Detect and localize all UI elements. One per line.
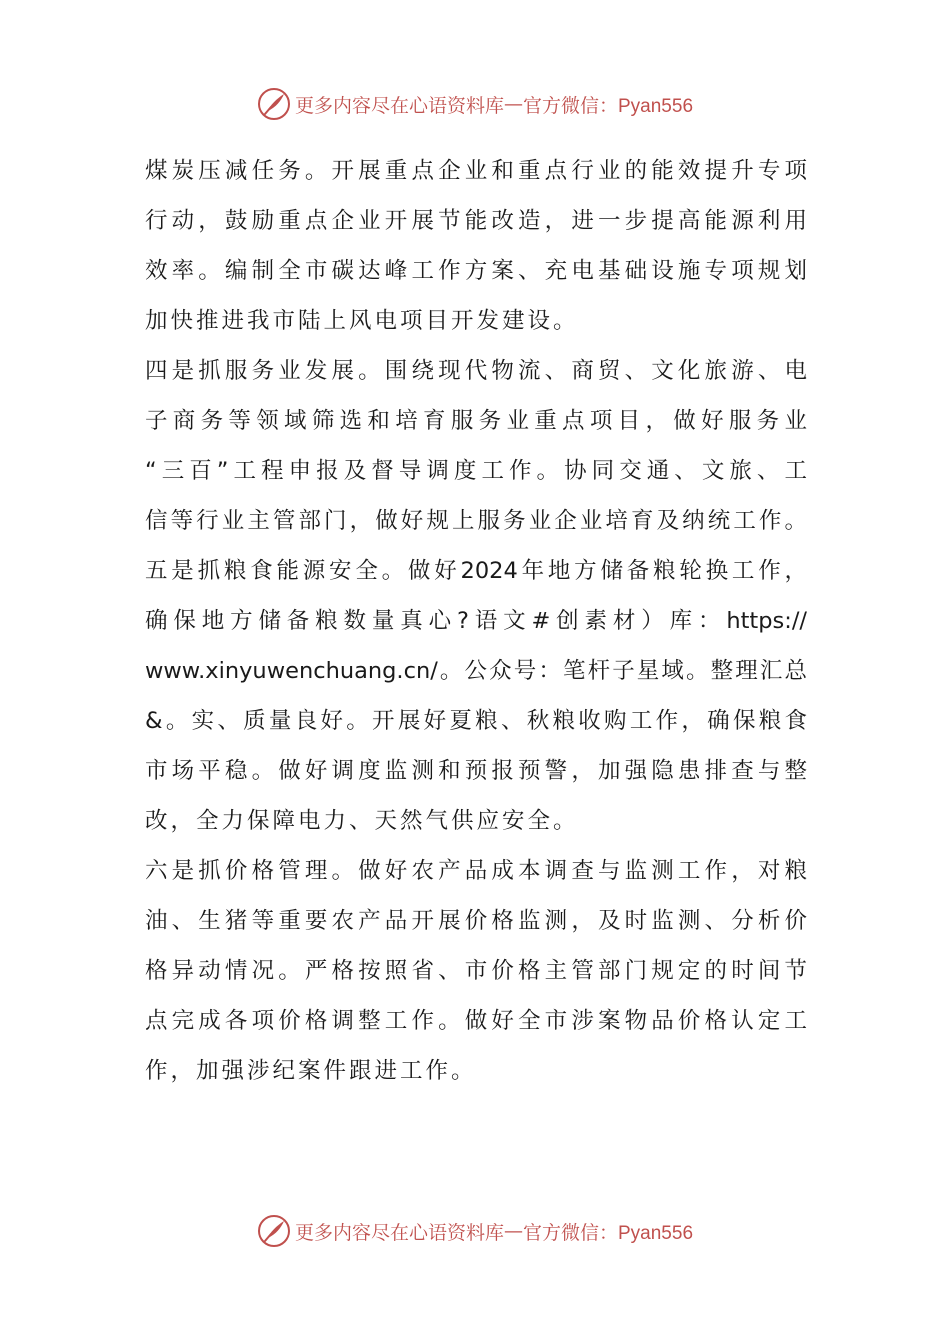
body-line: 六是抓价格管理。做好农产品成本调查与监测工作，对粮 bbox=[145, 858, 807, 884]
body-line: 市场平稳。做好调度监测和预报预警，加强隐患排查与整 bbox=[145, 758, 807, 784]
body-line: 作，加强涉纪案件跟进工作。 bbox=[145, 1058, 477, 1084]
header-brand-text: 更多内容尽在心语资料库 bbox=[294, 94, 504, 117]
quill-pen-logo-icon bbox=[257, 1214, 291, 1248]
body-line: &。实、质量良好。开展好夏粮、秋粮收购工作，确保粮食 bbox=[145, 708, 807, 734]
header-contact: 官方微信：Pyan556 bbox=[523, 95, 694, 117]
body-line: 油、生猪等重要农产品开展价格监测，及时监测、分析价 bbox=[145, 908, 807, 934]
body-line: 行动，鼓励重点企业开展节能改造，进一步提高能源利用 bbox=[145, 208, 807, 234]
body-line: 五是抓粮食能源安全。做好2024年地方储备粮轮换工作， bbox=[145, 558, 807, 584]
footer-separator: — bbox=[504, 1220, 523, 1242]
body-line: 确保地方储备粮数量真心?语文#创素材）库：https:// bbox=[145, 608, 807, 634]
body-line: 点完成各项价格调整工作。做好全市涉案物品价格认定工 bbox=[145, 1008, 807, 1034]
body-line: 信等行业主管部门，做好规上服务业企业培育及纳统工作。 bbox=[145, 508, 807, 534]
footer-banner bbox=[0, 1211, 950, 1251]
body-line: 改，全力保障电力、天然气供应安全。 bbox=[145, 808, 579, 834]
body-line: 子商务等领域筛选和培育服务业重点项目，做好服务业 bbox=[145, 408, 807, 434]
body-line: 四是抓服务业发展。围绕现代物流、商贸、文化旅游、电 bbox=[145, 358, 807, 384]
body-line: “三百”工程申报及督导调度工作。协同交通、文旅、工 bbox=[145, 458, 807, 484]
document-body bbox=[145, 146, 807, 1096]
footer-brand-text: 更多内容尽在心语资料库 bbox=[294, 1221, 504, 1244]
body-line: www.xinyuwenchuang.cn/。公众号：笔杆子星域。整理汇总 bbox=[145, 658, 807, 684]
footer-contact: 官方微信：Pyan556 bbox=[523, 1222, 694, 1244]
body-line: 煤炭压减任务。开展重点企业和重点行业的能效提升专项 bbox=[145, 158, 807, 184]
header-separator: — bbox=[504, 93, 523, 115]
body-line: 格异动情况。严格按照省、市价格主管部门规定的时间节 bbox=[145, 958, 807, 984]
header-banner bbox=[0, 84, 950, 124]
body-line: 加快推进我市陆上风电项目开发建设。 bbox=[145, 308, 579, 334]
body-line: 效率。编制全市碳达峰工作方案、充电基础设施专项规划 bbox=[145, 258, 807, 284]
quill-pen-logo-icon bbox=[257, 87, 291, 121]
